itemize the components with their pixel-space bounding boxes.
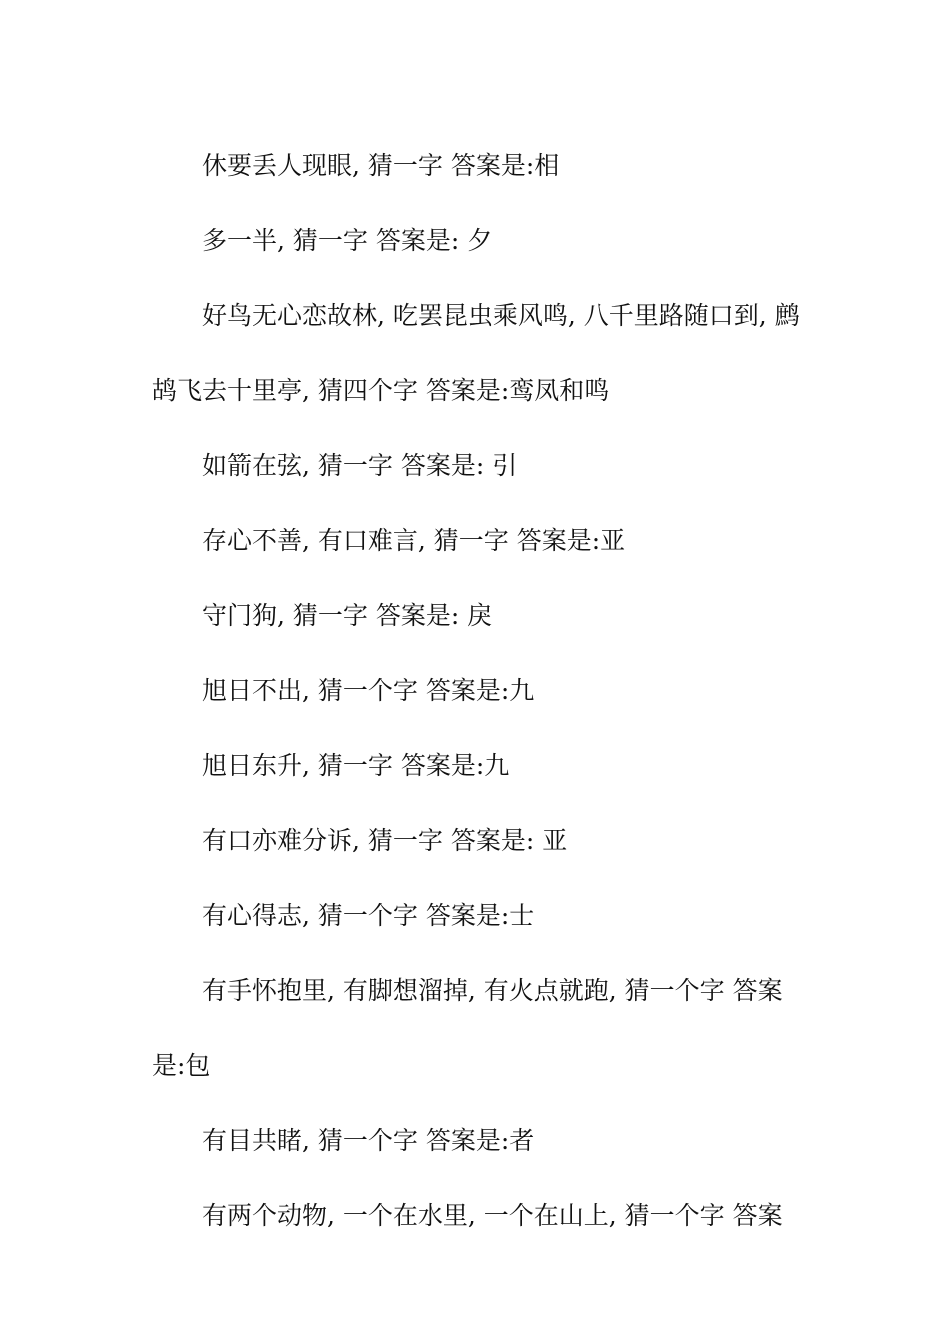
riddle-text-line: 休要丢人现眼, 猜一字 答案是:相 (202, 151, 560, 180)
riddle-list (152, 128, 812, 1253)
riddle-text-line: 存心不善, 有口难言, 猜一字 答案是:亚 (202, 526, 626, 555)
riddle-text-line: 守门狗, 猜一字 答案是: 戾 (202, 601, 493, 630)
riddle-paragraph (152, 653, 812, 728)
riddle-text-line: 有心得志, 猜一个字 答案是:士 (202, 901, 535, 930)
riddle-paragraph (152, 428, 812, 503)
riddle-text-line: 旭日东升, 猜一字 答案是:九 (202, 751, 510, 780)
riddle-paragraph (152, 578, 812, 653)
riddle-text-line: 有手怀抱里, 有脚想溜掉, 有火点就跑, 猜一个字 答案 (202, 976, 783, 1005)
riddle-paragraph (152, 128, 812, 203)
riddle-text-line: 好鸟无心恋故林, 吃罢昆虫乘风鸣, 八千里路随口到, 鹧 (202, 301, 800, 330)
riddle-paragraph (152, 1178, 812, 1253)
riddle-text-line: 旭日不出, 猜一个字 答案是:九 (202, 676, 535, 705)
riddle-paragraph (152, 278, 812, 428)
riddle-paragraph (152, 728, 812, 803)
riddle-paragraph (152, 1103, 812, 1178)
riddle-text-line: 如箭在弦, 猜一字 答案是: 引 (202, 451, 518, 480)
riddle-text-line: 有目共睹, 猜一个字 答案是:者 (202, 1126, 535, 1155)
riddle-text-line: 有两个动物, 一个在水里, 一个在山上, 猜一个字 答案 (202, 1201, 783, 1230)
riddle-text-line-continued: 鸪飞去十里亭, 猜四个字 答案是:鸾凤和鸣 (152, 376, 610, 405)
riddle-paragraph (152, 803, 812, 878)
riddle-paragraph (152, 953, 812, 1103)
riddle-text-line: 多一半, 猜一字 答案是: 夕 (202, 226, 493, 255)
riddle-paragraph (152, 878, 812, 953)
riddle-text-line-continued: 是:包 (152, 1051, 211, 1080)
riddle-paragraph (152, 503, 812, 578)
riddle-text-line: 有口亦难分诉, 猜一字 答案是: 亚 (202, 826, 568, 855)
riddle-paragraph (152, 203, 812, 278)
